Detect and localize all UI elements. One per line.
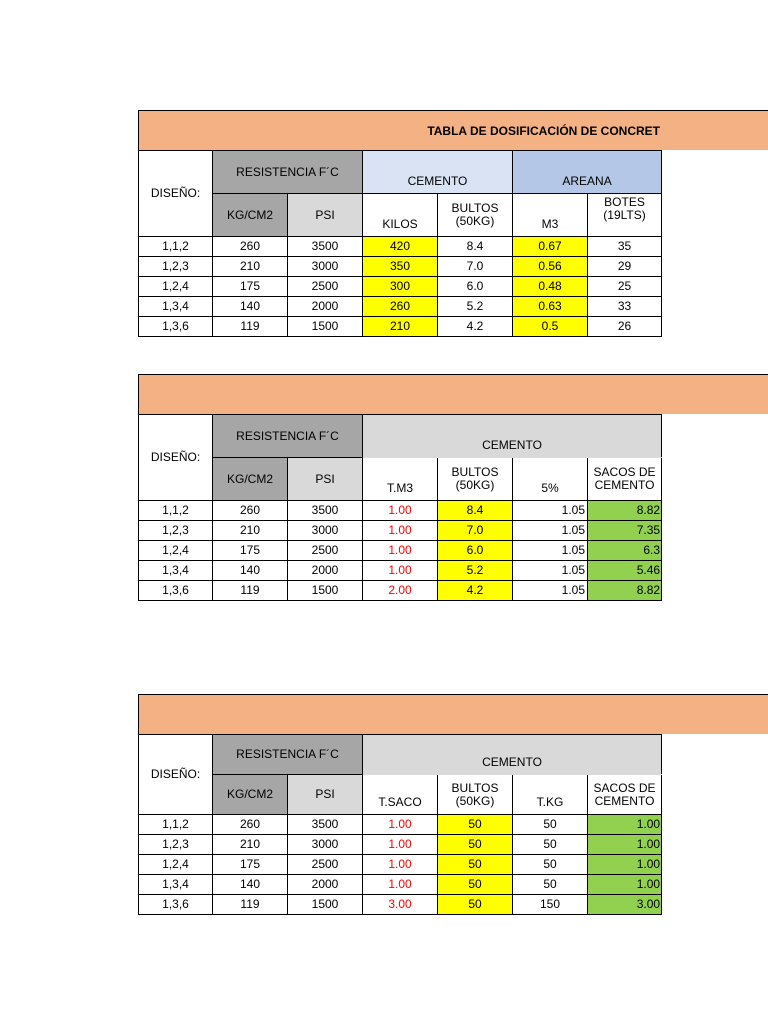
cell-sacos: 1.00 (588, 875, 662, 895)
cell-bultos: 5.2 (438, 561, 513, 581)
arena-header: AREANA (513, 151, 662, 194)
cell-kgcm2: 119 (213, 895, 288, 915)
col-kgcm2: KG/CM2 (213, 194, 288, 237)
diseno-header: DISEÑO: (139, 735, 213, 815)
cell-diseno: 1,3,4 (139, 561, 213, 581)
cell-m3: 0.63 (513, 297, 588, 317)
col-sacos: SACOS DE CEMENTO (588, 775, 662, 815)
table-row (139, 855, 662, 875)
cell-bultos: 4.2 (438, 317, 513, 337)
table1-title: TABLA DE DOSIFICACIÓN DE CONCRET (427, 124, 660, 138)
cemento-header: CEMENTO (363, 735, 662, 775)
table-row (139, 501, 662, 521)
cell-bultos: 7.0 (438, 257, 513, 277)
cemento-header: CEMENTO (363, 415, 662, 458)
cell-kgcm2: 140 (213, 297, 288, 317)
cell-diseno: 1,3,6 (139, 895, 213, 915)
cell-psi: 2000 (288, 561, 363, 581)
table1-title-bar (138, 110, 768, 150)
cell-tm3: 1.00 (363, 501, 438, 521)
cell-botes: 35 (588, 237, 662, 257)
col-psi: PSI (288, 775, 363, 815)
table-row (139, 835, 662, 855)
cell-diseno: 1,2,3 (139, 835, 213, 855)
cell-diseno: 1,2,4 (139, 855, 213, 875)
cell-tkg: 150 (513, 895, 588, 915)
table2 (138, 414, 662, 601)
table-row (139, 561, 662, 581)
cell-bultos: 4.2 (438, 581, 513, 601)
resistencia-header: RESISTENCIA F´C (213, 415, 363, 458)
cell-psi: 3000 (288, 521, 363, 541)
cell-psi: 2500 (288, 277, 363, 297)
cell-psi: 1500 (288, 895, 363, 915)
table2-title-bar (138, 374, 768, 414)
table-row (139, 895, 662, 915)
table-row (139, 875, 662, 895)
cell-diseno: 1,1,2 (139, 237, 213, 257)
cell-bultos: 6.0 (438, 541, 513, 561)
cell-bultos: 8.4 (438, 237, 513, 257)
cell-tsaco: 1.00 (363, 815, 438, 835)
cell-diseno: 1,2,3 (139, 257, 213, 277)
cell-psi: 3500 (288, 501, 363, 521)
cell-sacos: 8.82 (588, 501, 662, 521)
cell-bultos: 8.4 (438, 501, 513, 521)
resistencia-header: RESISTENCIA F´C (213, 151, 363, 194)
cell-kgcm2: 210 (213, 835, 288, 855)
cell-kilos: 260 (363, 297, 438, 317)
cell-psi: 3000 (288, 257, 363, 277)
table-row (139, 237, 662, 257)
cell-bultos: 50 (438, 815, 513, 835)
cell-kgcm2: 119 (213, 581, 288, 601)
table-row (139, 277, 662, 297)
cell-psi: 1500 (288, 581, 363, 601)
diseno-header: DISEÑO: (139, 415, 213, 501)
cell-psi: 3500 (288, 815, 363, 835)
cell-sacos: 3.00 (588, 895, 662, 915)
table3-title-bar (138, 694, 768, 734)
cell-kilos: 420 (363, 237, 438, 257)
col-bultos: BULTOS (50KG) (438, 775, 513, 815)
cell-tkg: 50 (513, 835, 588, 855)
cell-bultos: 50 (438, 895, 513, 915)
cell-bultos: 7.0 (438, 521, 513, 541)
table-row (139, 297, 662, 317)
col-tm3: T.M3 (363, 458, 438, 501)
cell-tsaco: 1.00 (363, 835, 438, 855)
cell-sacos: 1.00 (588, 835, 662, 855)
cell-kgcm2: 175 (213, 541, 288, 561)
col-bultos: BULTOS (50KG) (438, 194, 513, 237)
cell-kilos: 350 (363, 257, 438, 277)
cell-bultos: 5.2 (438, 297, 513, 317)
cell-tm3: 2.00 (363, 581, 438, 601)
col-botes: BOTES (19LTS) (588, 194, 662, 237)
cell-psi: 3500 (288, 237, 363, 257)
col-bultos: BULTOS (50KG) (438, 458, 513, 501)
cell-kgcm2: 210 (213, 257, 288, 277)
cemento-header: CEMENTO (363, 151, 513, 194)
cell-tkg: 50 (513, 875, 588, 895)
cell-m3: 0.48 (513, 277, 588, 297)
col-tkg: T.KG (513, 775, 588, 815)
cell-bultos: 50 (438, 875, 513, 895)
cell-tm3: 1.00 (363, 561, 438, 581)
cell-diseno: 1,2,4 (139, 277, 213, 297)
table-row (139, 521, 662, 541)
cell-botes: 29 (588, 257, 662, 277)
col-psi: PSI (288, 194, 363, 237)
cell-sacos: 1.00 (588, 855, 662, 875)
table3 (138, 734, 662, 915)
col-psi: PSI (288, 458, 363, 501)
cell-tsaco: 1.00 (363, 855, 438, 875)
col-kgcm2: KG/CM2 (213, 458, 288, 501)
cell-5pct: 1.05 (513, 561, 588, 581)
cell-diseno: 1,3,4 (139, 297, 213, 317)
cell-psi: 2000 (288, 297, 363, 317)
col-sacos: SACOS DE CEMENTO (588, 458, 662, 501)
cell-kgcm2: 140 (213, 561, 288, 581)
cell-sacos: 7.35 (588, 521, 662, 541)
cell-sacos: 6.3 (588, 541, 662, 561)
cell-bultos: 50 (438, 855, 513, 875)
cell-diseno: 1,3,6 (139, 581, 213, 601)
cell-kilos: 300 (363, 277, 438, 297)
cell-diseno: 1,1,2 (139, 501, 213, 521)
table1 (138, 150, 662, 337)
cell-kgcm2: 260 (213, 815, 288, 835)
col-tsaco: T.SACO (363, 775, 438, 815)
table-row (139, 541, 662, 561)
col-kgcm2: KG/CM2 (213, 775, 288, 815)
cell-tkg: 50 (513, 855, 588, 875)
table-row (139, 581, 662, 601)
cell-m3: 0.56 (513, 257, 588, 277)
cell-sacos: 5.46 (588, 561, 662, 581)
cell-tm3: 1.00 (363, 521, 438, 541)
cell-tsaco: 1.00 (363, 875, 438, 895)
cell-kgcm2: 260 (213, 237, 288, 257)
cell-diseno: 1,1,2 (139, 815, 213, 835)
cell-botes: 26 (588, 317, 662, 337)
cell-5pct: 1.05 (513, 541, 588, 561)
cell-psi: 3000 (288, 835, 363, 855)
cell-bultos: 6.0 (438, 277, 513, 297)
cell-diseno: 1,2,4 (139, 541, 213, 561)
table-row (139, 815, 662, 835)
cell-sacos: 1.00 (588, 815, 662, 835)
cell-diseno: 1,3,4 (139, 875, 213, 895)
cell-tm3: 1.00 (363, 541, 438, 561)
cell-botes: 33 (588, 297, 662, 317)
col-kilos: KILOS (363, 194, 438, 237)
resistencia-header: RESISTENCIA F´C (213, 735, 363, 775)
cell-psi: 2000 (288, 875, 363, 895)
table-row (139, 257, 662, 277)
cell-bultos: 50 (438, 835, 513, 855)
cell-m3: 0.67 (513, 237, 588, 257)
cell-sacos: 8.82 (588, 581, 662, 601)
table-row (139, 317, 662, 337)
cell-5pct: 1.05 (513, 581, 588, 601)
cell-tkg: 50 (513, 815, 588, 835)
col-5pct: 5% (513, 458, 588, 501)
cell-5pct: 1.05 (513, 521, 588, 541)
cell-psi: 2500 (288, 855, 363, 875)
cell-5pct: 1.05 (513, 501, 588, 521)
cell-diseno: 1,3,6 (139, 317, 213, 337)
cell-kgcm2: 210 (213, 521, 288, 541)
cell-psi: 2500 (288, 541, 363, 561)
cell-kgcm2: 119 (213, 317, 288, 337)
cell-kgcm2: 175 (213, 277, 288, 297)
cell-kgcm2: 140 (213, 875, 288, 895)
cell-m3: 0.5 (513, 317, 588, 337)
diseno-header: DISEÑO: (139, 151, 213, 237)
cell-kgcm2: 260 (213, 501, 288, 521)
cell-tsaco: 3.00 (363, 895, 438, 915)
col-m3: M3 (513, 194, 588, 237)
cell-psi: 1500 (288, 317, 363, 337)
cell-diseno: 1,2,3 (139, 521, 213, 541)
cell-botes: 25 (588, 277, 662, 297)
cell-kgcm2: 175 (213, 855, 288, 875)
cell-kilos: 210 (363, 317, 438, 337)
